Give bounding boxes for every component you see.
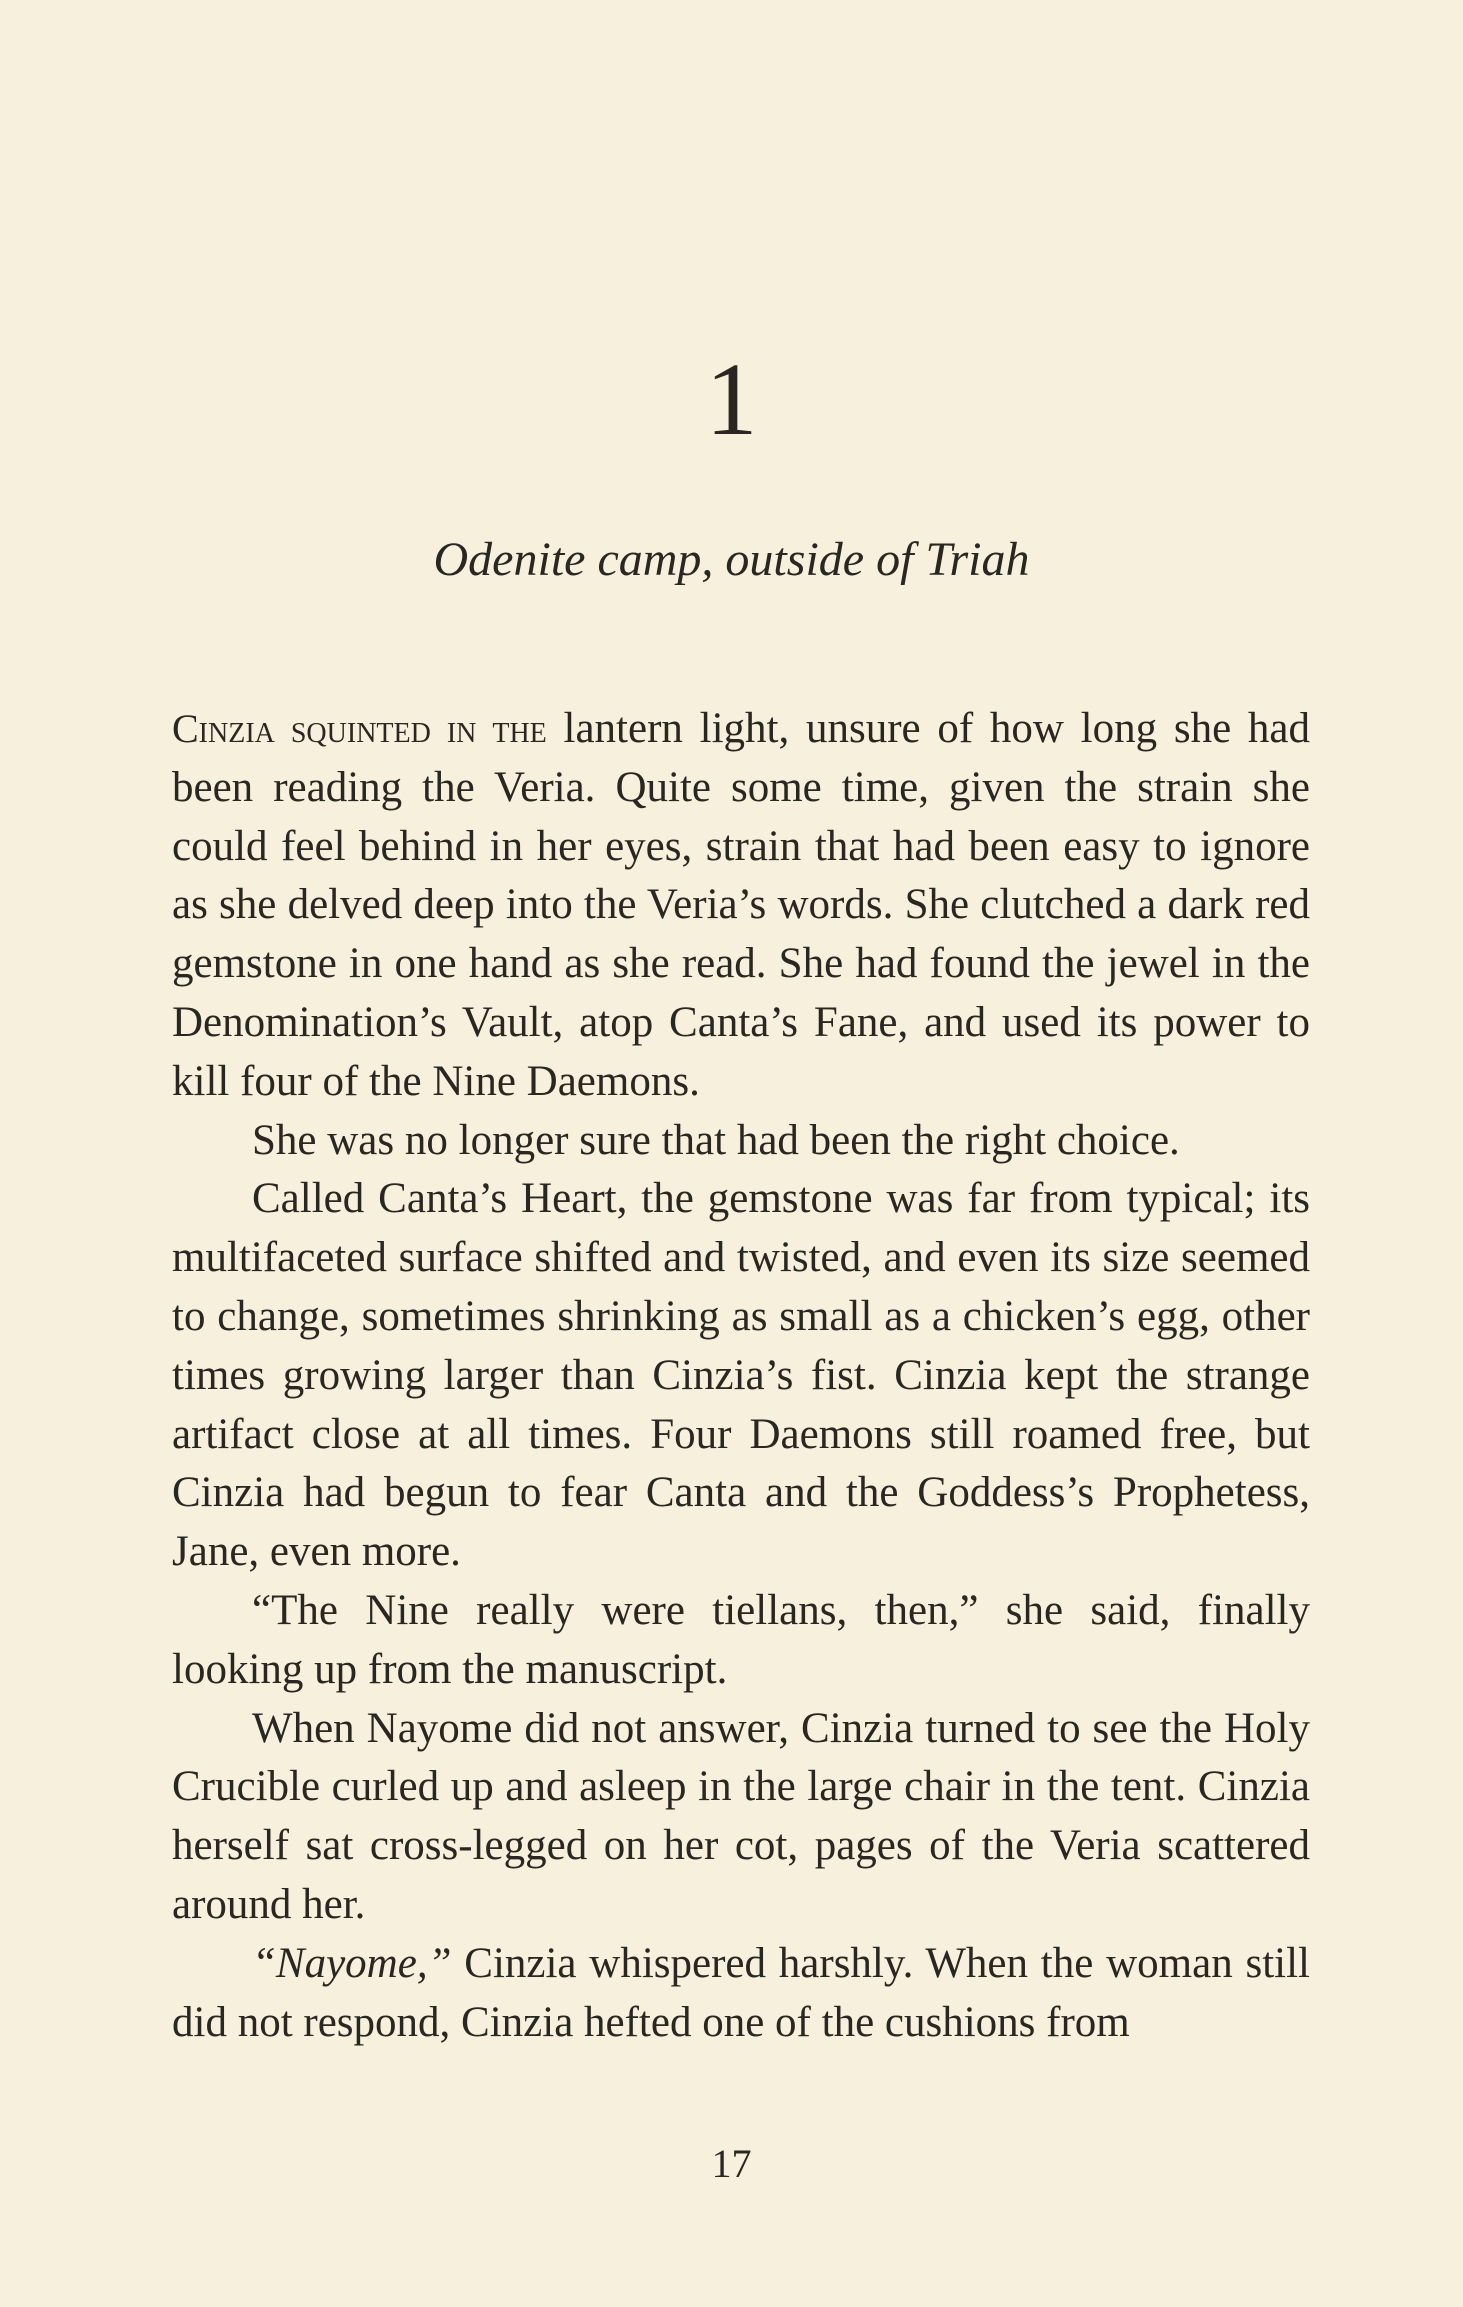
paragraph bbox=[172, 1170, 1310, 1582]
page-number: 17 bbox=[711, 2141, 752, 2186]
italic-name: “Nayome,” bbox=[252, 1939, 452, 1987]
paragraph bbox=[172, 1112, 1310, 1171]
paragraph-text: She was no longer sure that had been the right choice. bbox=[252, 1116, 1180, 1164]
paragraph bbox=[172, 1582, 1310, 1700]
paragraph-text: Called Canta’s Heart, the gemstone was far from typical; its multifaceted surface shifted and twisted, and even its size seemed to change, sometimes shrinking as small as a chicken’s egg, other times growing larger than Cinzia’s fist. Cinzia kept the strange artifact close at all times. Four Daemons still roamed free, but Cinzia had begun to fear Canta and the Goddess’s Prophetess, Jane, even more. bbox=[172, 1175, 1310, 1576]
opening-small-caps: Cinzia squinted in the bbox=[172, 706, 547, 751]
paragraph bbox=[172, 1700, 1310, 1935]
chapter-location: Odenite camp, outside of Triah bbox=[433, 533, 1030, 586]
body-text bbox=[172, 700, 1310, 2052]
paragraph bbox=[172, 700, 1310, 1112]
paragraph bbox=[172, 1935, 1310, 2053]
paragraph-text: lantern light, unsure of how long she had been reading the Veria. Quite some time, given the strain she could feel behind in her eyes, strain that had been easy to ignore as she delved deep into the Veria’s words. She clutched a dark red gemstone in one hand as she read. She had found the jewel in the Denomination’s Vault, atop Canta’s Fane, and used its power to kill four of the Nine Daemons. bbox=[172, 705, 1310, 1105]
chapter-number: 1 bbox=[705, 342, 758, 457]
paragraph-text: Cinzia whispered harshly. When the woman still did not respond, Cinzia hefted one of the cushions from bbox=[172, 1939, 1310, 2046]
paragraph-text: When Nayome did not answer, Cinzia turned to see the Holy Crucible curled up and asleep in the large chair in the tent. Cinzia herself sat cross-legged on her cot, pages of the Veria scattered around her. bbox=[172, 1704, 1310, 1928]
paragraph-text: “The Nine really were tiellans, then,” she said, finally looking up from the manuscript. bbox=[172, 1586, 1310, 1693]
